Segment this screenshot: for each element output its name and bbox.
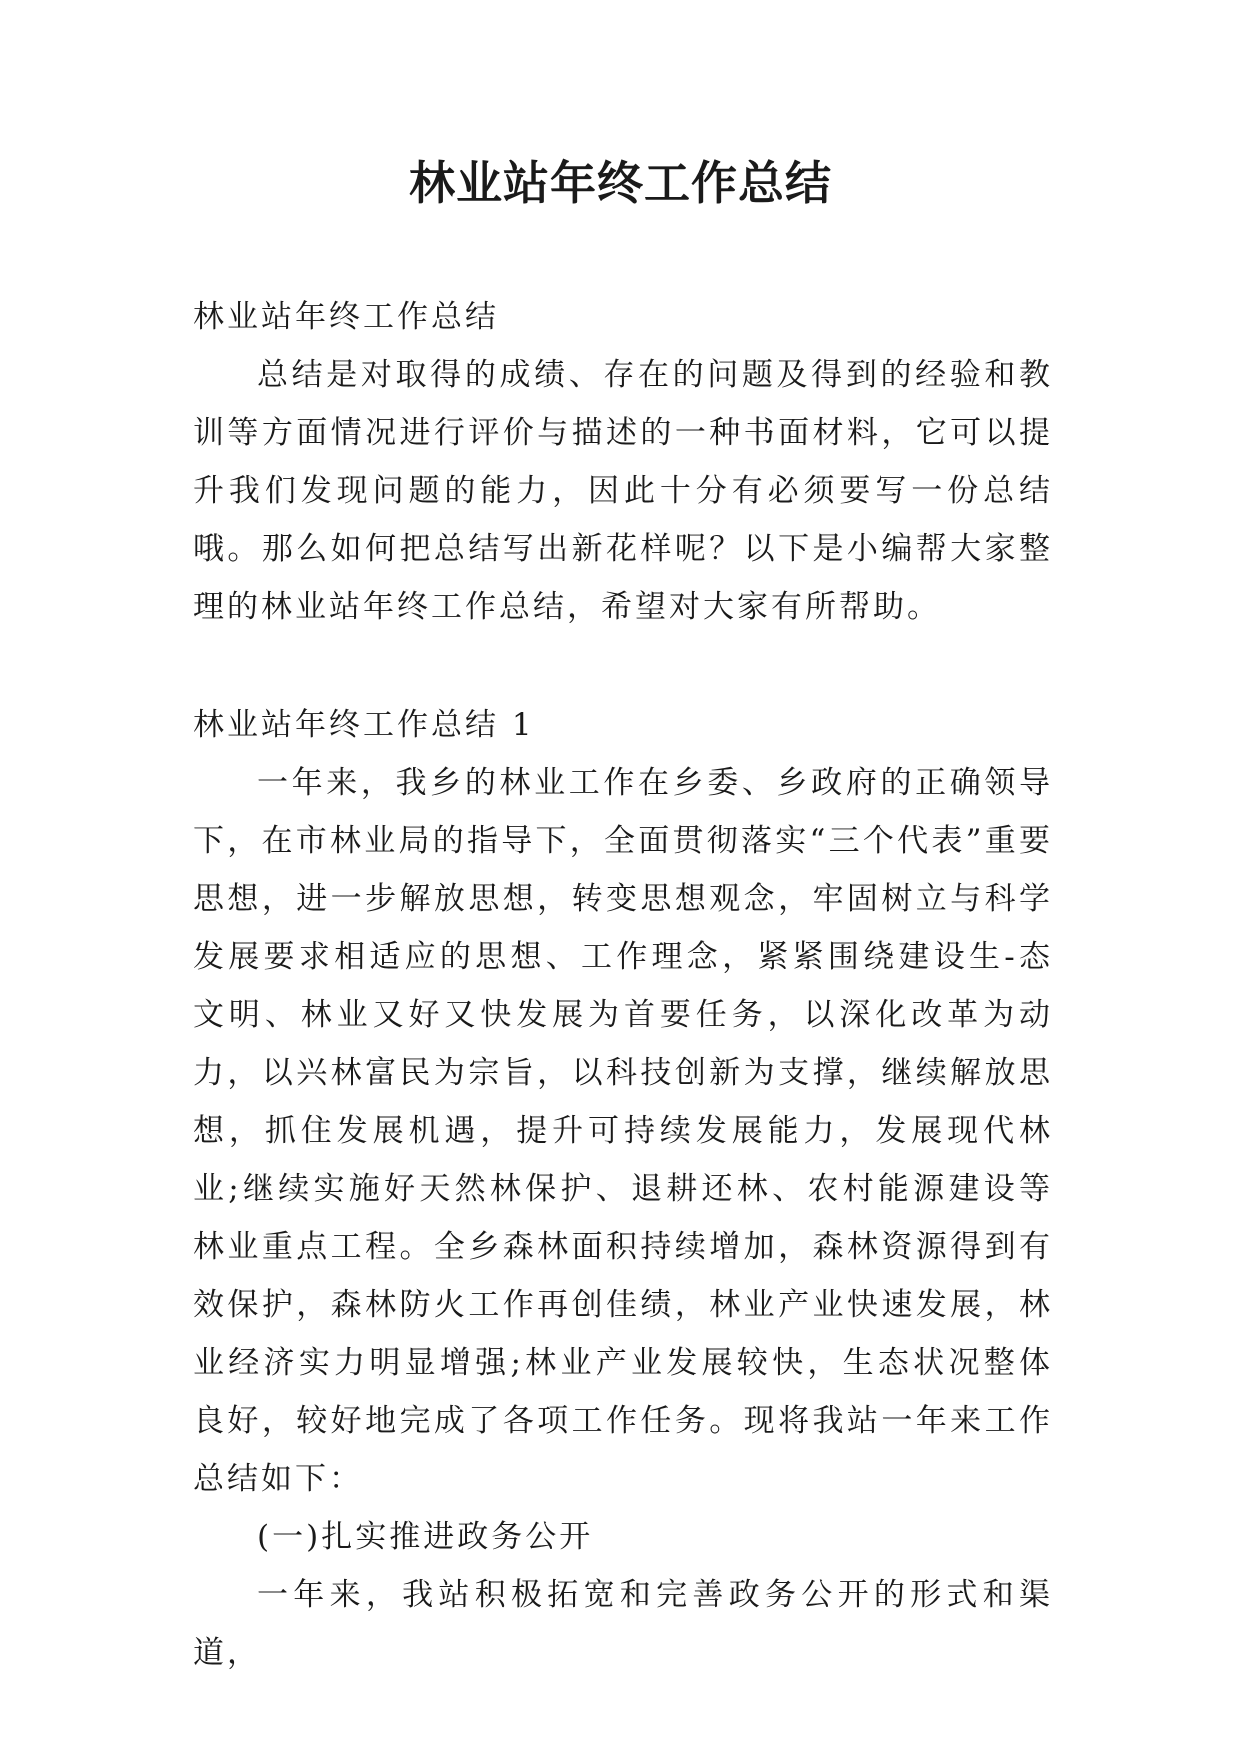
- document-title: 林业站年终工作总结: [409, 156, 832, 210]
- section-paragraph: 一年来，我乡的林业工作在乡委、乡政府的正确领导下，在市林业局的指导下，全面贯彻落实“三个代表”重要思想，进一步解放思想，转变思想观念，牢固树立与科学发展要求相适应的思想、工作理念，紧紧围绕建设生-态文明、林业又好又快发展为首要任务，以深化改革为动力，以兴林富民为宗旨，以科技创新为支撑，继续解放思想，抓住发展机遇，提升可持续发展能力，发展现代林业;继续实施好天然林保护、退耕还林、农村能源建设等林业重点工程。全乡森林面积持续增加，森林资源得到有效保护，森林防火工作再创佳绩，林业产业快速发展，林业经济实力明显增强;林业产业发展较快，生态状况整体良好，较好地完成了各项工作任务。现将我站一年来工作总结如下：: [193, 765, 1053, 1497]
- document-body: [193, 288, 1053, 1682]
- subtitle-line: 林业站年终工作总结: [193, 299, 499, 335]
- intro-paragraph: 总结是对取得的成绩、存在的问题及得到的经验和教训等方面情况进行评价与描述的一种书面材料，它可以提升我们发现问题的能力，因此十分有必须要写一份总结哦。那么如何把总结写出新花样呢？以下是小编帮大家整理的林业站年终工作总结，希望对大家有所帮助。: [193, 357, 1053, 625]
- subsection-paragraph: 一年来，我站积极拓宽和完善政务公开的形式和渠道，: [193, 1577, 1053, 1671]
- section-spacer: [193, 636, 1053, 696]
- subsection-heading: (一)扎实推进政务公开: [257, 1519, 594, 1555]
- section-heading: 林业站年终工作总结 1: [193, 707, 535, 743]
